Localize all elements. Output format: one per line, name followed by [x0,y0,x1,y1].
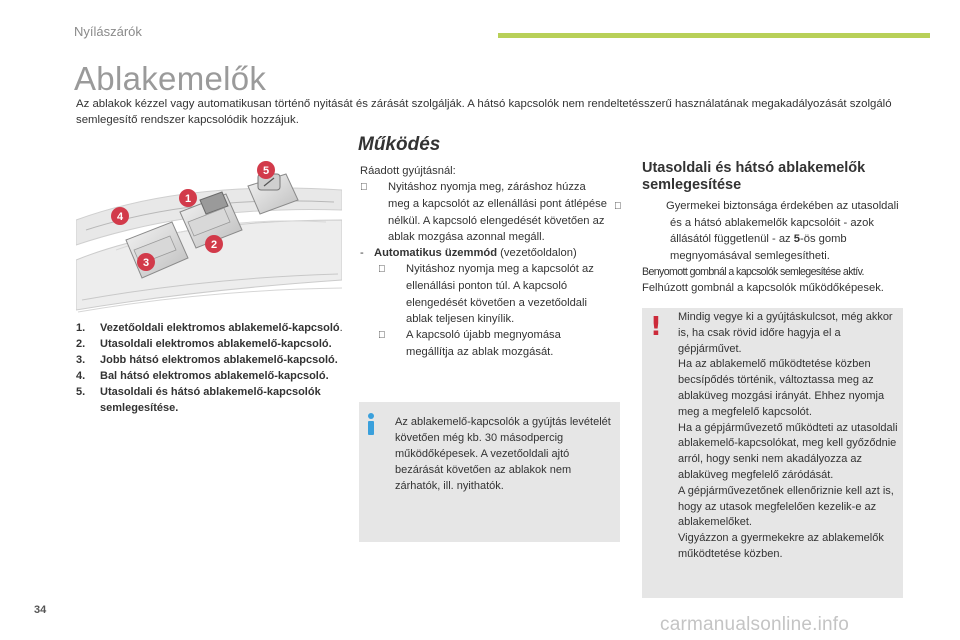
operation-text [360,163,610,360]
legend-number: 5. [76,386,86,398]
callout-3 [137,253,155,271]
legend-suffix: . [339,322,343,334]
legend-item [76,368,346,384]
callout-1-label: 1 [184,193,192,205]
callout-5 [257,161,275,179]
warning-p5: Vigyázzon a gyermekekre az ablakemelők működtetése közben. [678,532,884,560]
component-legend [76,320,346,416]
legend-number: 2. [76,338,86,350]
callout-4-label: 4 [116,211,124,223]
page-title: Ablakemelők [74,60,267,97]
legend-text: Utasoldali és hátsó ablakemelő-kapcsolók semlegesítése. [100,386,321,414]
legend-text: Bal hátsó elektromos ablakemelő-kapcsoló. [100,370,329,382]
neutralize-text [642,198,904,296]
intro-paragraph: Az ablakok kézzel vagy automatikusan történő nyitását és zárását szolgálják. A hátsó kapcsolók nem rendeltetésszerű használatának megakadályozását szolgáló semlegesítő rendszer kapcsolódik hozzájuk. [76,98,892,126]
auto-mode-suffix: (vezetőoldalon) [497,246,577,259]
callout-2 [205,235,223,253]
raised-state-text: Felhúzott gombnál a kapcsolók működőképesek. [642,281,884,294]
neutralize-heading: Utasoldali és hátsó ablakemelők semlegesítése [642,160,866,193]
bullet-icon [360,180,388,196]
info-text: Az ablakemelő-kapcsolók a gyújtás levételét követően még kb. 30 másodpercig működőképesek. A vezetőoldali ajtó bezárását követően az ablakok nem zárhatók, ill. nyithatók. [395,416,611,492]
operation-sub-1-text: Nyitáshoz nyomja meg a kapcsolót az ellenállási ponton túl. A kapcsoló elengedését követően a vezetőoldali ablak teljesen kinyílik. [406,262,594,323]
callout-2-label: 2 [210,239,218,251]
callout-1 [179,189,197,207]
bullet-icon [392,262,406,278]
header-accent-bar [498,33,930,38]
callout-4 [111,207,129,225]
warning-p4: A gépjárművezetőnek ellenőriznie kell azt is, hogy az utasok megfelelően kezelik-e az ablakemelőket. [678,484,894,529]
bullet-icon [392,328,406,344]
warning-text [678,310,900,563]
page-number: 34 [34,604,47,616]
operation-sub-2 [360,327,610,360]
window-switch-illustration [76,150,342,315]
operation-heading: Működés [358,134,441,155]
callout-3-label: 3 [142,257,150,269]
neutralize-item [642,198,904,264]
legend-number: 3. [76,354,86,366]
legend-text: Jobb hátsó elektromos ablakemelő-kapcsoló. [100,354,338,366]
auto-mode-label: Automatikus üzemmód [374,246,498,259]
legend-item [76,352,346,368]
info-icon [364,412,378,436]
pressed-state-text: Benyomott gombnál a kapcsolók semlegesítése aktív. [642,264,864,277]
legend-number: 1. [76,322,86,334]
warning-p2: Ha az ablakemelő működtetése közben becsípődés történik, változtassa meg az ablaküveg mozgási irányát. Ehhez nyomja meg a megfelelő kapcsolót. [678,358,885,418]
legend-item [76,320,346,336]
dash: - [360,246,364,259]
legend-item [76,384,346,416]
warning-p1: Mindig vegye ki a gyújtáskulcsot, még akkor is, ha csak rövid időre hagyja el a gépjárművet. [678,311,893,355]
operation-lead: Ráadott gyújtásnál: [360,165,456,177]
operation-item-1 [360,179,610,245]
auto-mode-line [360,245,610,261]
watermark: carmanualsonline.info [660,614,850,635]
bullet-icon [642,199,666,215]
operation-item-1-text: Nyitáshoz nyomja meg, záráshoz húzza meg a kapcsolót az ellenállási pont átlépése nélkül. A kapcsoló elengedését követően az ablak mozgása azonnal megáll. [388,181,607,242]
callout-5-label: 5 [262,165,270,177]
warning-p3: Ha a gépjárművezető működteti az utasoldali ablakemelő-kapcsolókat, meg kell győződnie arról, hogy senki nem akadályozza az ablaküveg megfelelő záródását. [678,421,898,481]
legend-item [76,336,346,352]
neutralize-item-text-end: -ös gomb megnyomásával semlegesítheti. [670,232,847,261]
neutralize-button-number: 5 [793,232,800,245]
legend-text: Vezetőoldali elektromos ablakemelő-kapcsoló [100,322,340,334]
legend-text: Utasoldali elektromos ablakemelő-kapcsoló. [100,338,332,350]
operation-sub-1 [360,261,610,327]
section-label: Nyílászárók [74,24,142,39]
warning-icon: ! [650,312,662,342]
legend-number: 4. [76,370,86,382]
neutralize-item-text: Gyermekei biztonsága érdekében az utasoldali és a hátsó ablakemelők kapcsolóit - azok állásától függetlenül - az [666,200,899,245]
operation-sub-2-text: A kapcsoló újabb megnyomása megállítja az ablak mozgását. [406,327,561,356]
